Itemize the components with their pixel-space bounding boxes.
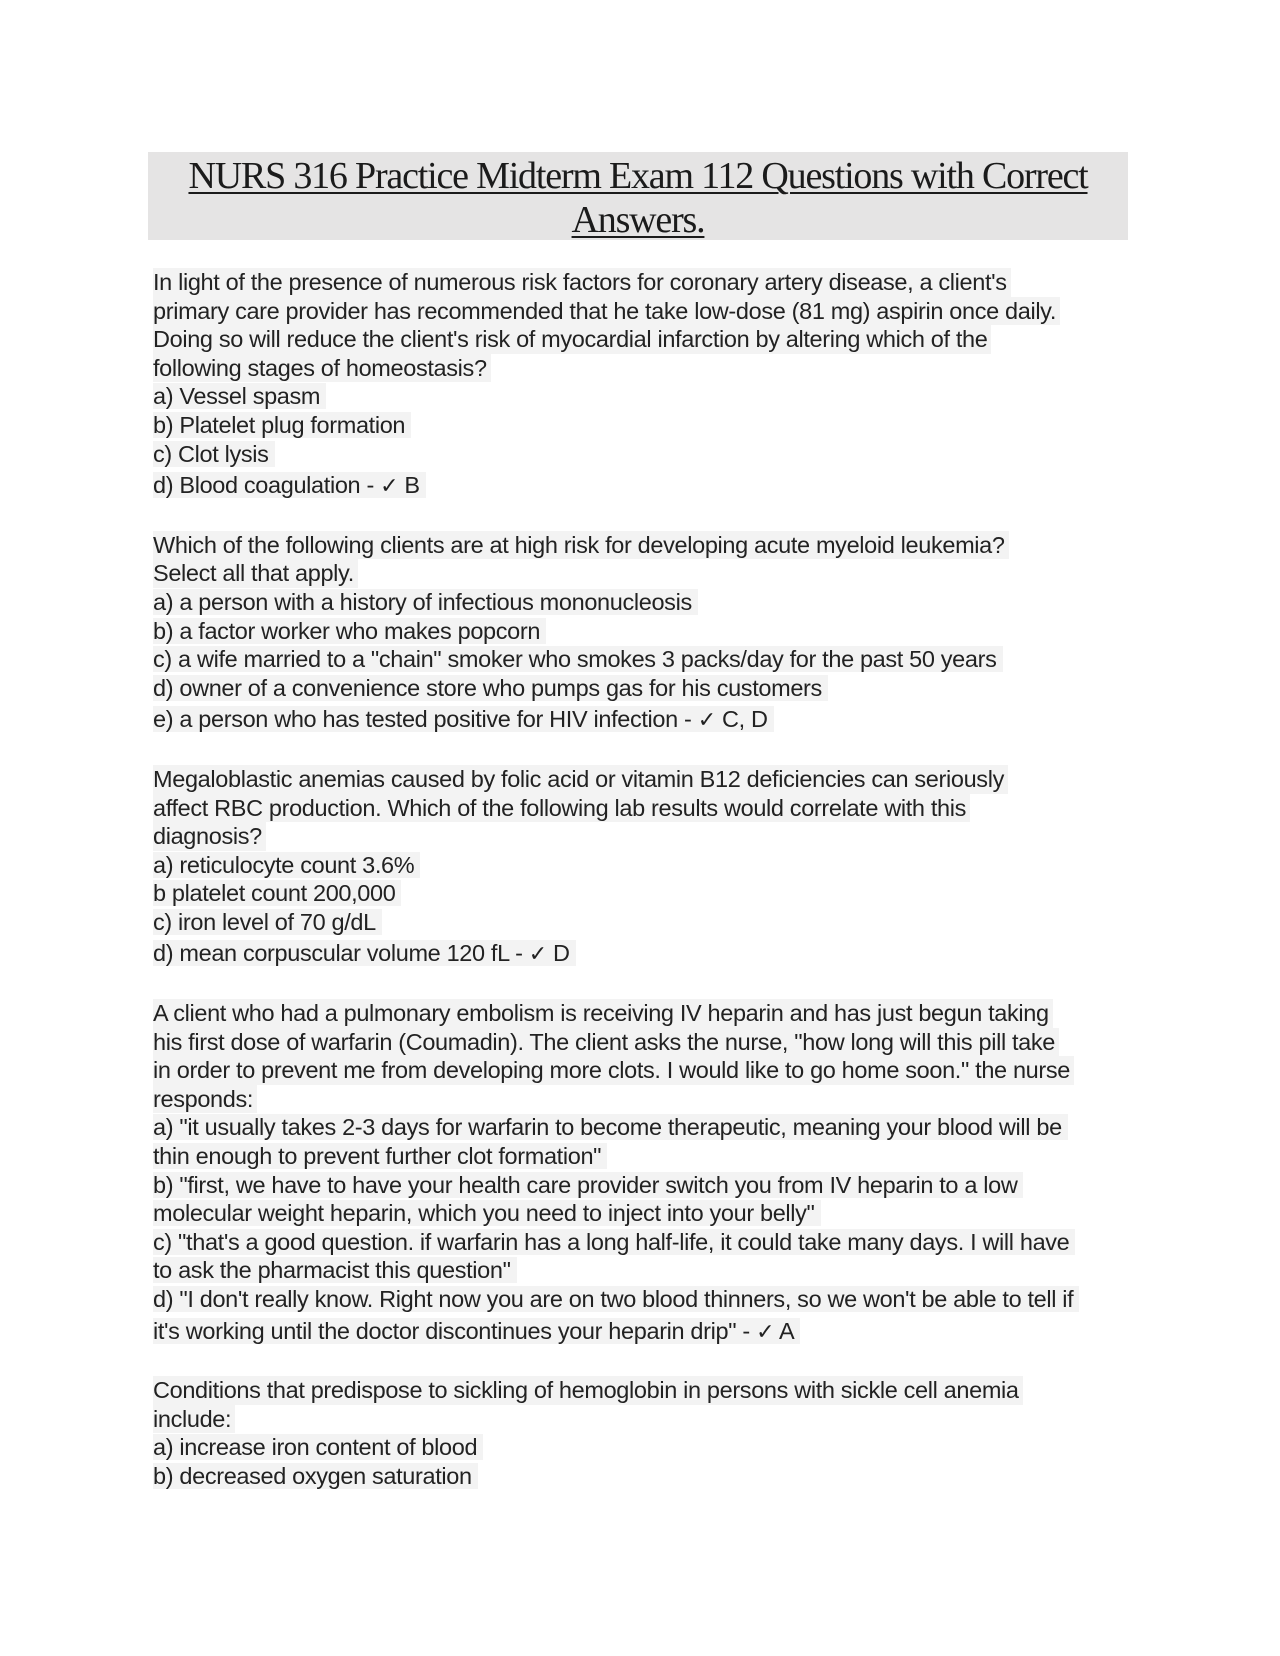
option-label: to ask the pharmacist this question" [153, 1257, 511, 1284]
answer-option-text [153, 383, 326, 409]
correct-answer: A [774, 1317, 795, 1344]
title-line-2: Answers. [571, 199, 705, 241]
answer-option [153, 588, 1133, 617]
question-text [153, 1376, 1133, 1433]
option-label: b) "first, we have to have your health care provider switch you from IV heparin to a low [153, 1171, 1018, 1198]
answer-option-text [153, 1229, 1075, 1255]
answer-option-text [153, 1434, 483, 1460]
question-block [153, 1376, 1133, 1490]
question-line: include: [153, 1405, 235, 1434]
answer-option-text [153, 1286, 1079, 1312]
title-banner [148, 152, 1128, 240]
question-line: Which of the following clients are at high risk for developing acute myeloid leukemia? [153, 531, 1009, 560]
option-label: molecular weight heparin, which you need to inject into your belly" [153, 1200, 815, 1227]
answer-option-text [153, 618, 546, 644]
option-label: c) "that's a good question. if warfarin has a long half-life, it could take many days. I will have [153, 1228, 1070, 1255]
answer-option-text [153, 852, 420, 878]
option-label: b) a factor worker who makes popcorn [153, 617, 541, 644]
checkmark-icon: ✓ [528, 942, 547, 968]
answer-option-text [153, 1200, 821, 1226]
answer-option [153, 617, 1133, 646]
question-line: A client who had a pulmonary embolism is receiving IV heparin and has just begun taking [153, 999, 1053, 1028]
question-text [153, 765, 1133, 851]
option-label: a) Vessel spasm [153, 383, 321, 410]
answer-option [153, 471, 1133, 502]
question-line: responds: [153, 1085, 257, 1114]
answer-option [153, 851, 1133, 880]
correct-answer: D [546, 940, 570, 967]
option-label: a) increase iron content of blood [153, 1434, 478, 1461]
answer-option-text [153, 940, 576, 966]
option-label: b) decreased oxygen saturation [153, 1462, 472, 1489]
answer-option-text [153, 589, 698, 615]
option-label: a) reticulocyte count 3.6% [153, 851, 415, 878]
option-label: b) Platelet plug formation [153, 411, 406, 438]
question-line: In light of the presence of numerous risk factors for coronary artery disease, a client's [153, 268, 1011, 297]
answer-option [153, 908, 1133, 937]
answer-option [153, 1113, 1133, 1142]
question-line: Megaloblastic anemias caused by folic acid or vitamin B12 deficiencies can seriously [153, 765, 1008, 794]
answer-option-text [153, 441, 275, 467]
answer-option-text [153, 1143, 607, 1169]
option-label: a) "it usually takes 2-3 days for warfarin to become therapeutic, meaning your blood will be [153, 1114, 1062, 1141]
question-line: primary care provider has recommended that he take low-dose (81 mg) aspirin once daily. [153, 297, 1060, 326]
question-line: diagnosis? [153, 822, 266, 851]
checkmark-icon: ✓ [380, 474, 399, 500]
answer-option [153, 1256, 1133, 1285]
option-label: a) a person with a history of infectious mononucleosis [153, 588, 692, 615]
answer-option [153, 1433, 1133, 1462]
answer-option [153, 879, 1133, 908]
answer-option-text [153, 706, 774, 732]
question-line: Select all that apply. [153, 559, 358, 588]
title-line-1: NURS 316 Practice Midterm Exam 112 Questions with Correct [188, 155, 1088, 197]
answer-option [153, 440, 1133, 469]
answer-option [153, 1285, 1133, 1314]
option-label: d) mean corpuscular volume 120 fL - [153, 940, 529, 967]
answer-option [153, 1317, 1133, 1348]
answer-option-text [153, 1318, 800, 1344]
answer-option [153, 1142, 1133, 1171]
option-label: b platelet count 200,000 [153, 880, 396, 907]
correct-answer: C, D [715, 706, 768, 733]
answer-option-text [153, 1114, 1068, 1140]
option-label: d) "I don't really know. Right now you are on two blood thinners, so we won't be able to tell if [153, 1286, 1074, 1312]
answer-option [153, 674, 1133, 703]
question-line: following stages of homeostasis? [153, 354, 491, 383]
question-line: affect RBC production. Which of the following lab results would correlate with this [153, 794, 970, 823]
question-text [153, 531, 1133, 588]
option-label: c) Clot lysis [153, 440, 269, 467]
option-label: c) a wife married to a "chain" smoker who smokes 3 packs/day for the past 50 years [153, 646, 997, 673]
correct-answer: B [398, 472, 420, 499]
option-label: d) Blood coagulation - [153, 472, 381, 499]
document-title [148, 152, 1128, 242]
option-label: thin enough to prevent further clot formation" [153, 1143, 602, 1170]
option-label: d) owner of a convenience store who pumps gas for his customers [153, 674, 822, 701]
answer-option [153, 1228, 1133, 1257]
answer-option [153, 1199, 1133, 1228]
answer-option [153, 411, 1133, 440]
option-label: it's working until the doctor discontinues your heparin drip" - [153, 1317, 757, 1344]
question-line: Doing so will reduce the client's risk of myocardial infarction by altering which of the [153, 325, 991, 354]
answer-option-text [153, 1172, 1023, 1198]
answer-option [153, 382, 1133, 411]
answer-option-text [153, 412, 411, 438]
answer-option-text [153, 1257, 517, 1283]
question-block [153, 999, 1133, 1347]
answer-option-text [153, 646, 1003, 672]
questions-container [153, 268, 1133, 1520]
question-block [153, 765, 1133, 970]
question-text [153, 999, 1133, 1113]
question-text [153, 268, 1133, 382]
answer-option [153, 705, 1133, 736]
question-line: his first dose of warfarin (Coumadin). The client asks the nurse, "how long will this pill take [153, 1028, 1059, 1057]
answer-option [153, 645, 1133, 674]
option-label: c) iron level of 70 g/dL [153, 908, 376, 935]
answer-option-text [153, 909, 382, 935]
question-block [153, 268, 1133, 502]
answer-option-text [153, 472, 426, 498]
answer-option [153, 939, 1133, 970]
answer-option [153, 1171, 1133, 1200]
answer-option-text [153, 675, 828, 701]
question-line: Conditions that predispose to sickling of hemoglobin in persons with sickle cell anemia [153, 1376, 1023, 1405]
option-label: e) a person who has tested positive for HIV infection - [153, 706, 698, 733]
question-block [153, 531, 1133, 736]
question-line: in order to prevent me from developing more clots. I would like to go home soon." the nurse [153, 1056, 1074, 1085]
answer-option-text [153, 1463, 478, 1489]
checkmark-icon: ✓ [756, 1319, 775, 1345]
answer-option [153, 1462, 1133, 1491]
checkmark-icon: ✓ [697, 708, 716, 734]
answer-option-text [153, 880, 401, 906]
